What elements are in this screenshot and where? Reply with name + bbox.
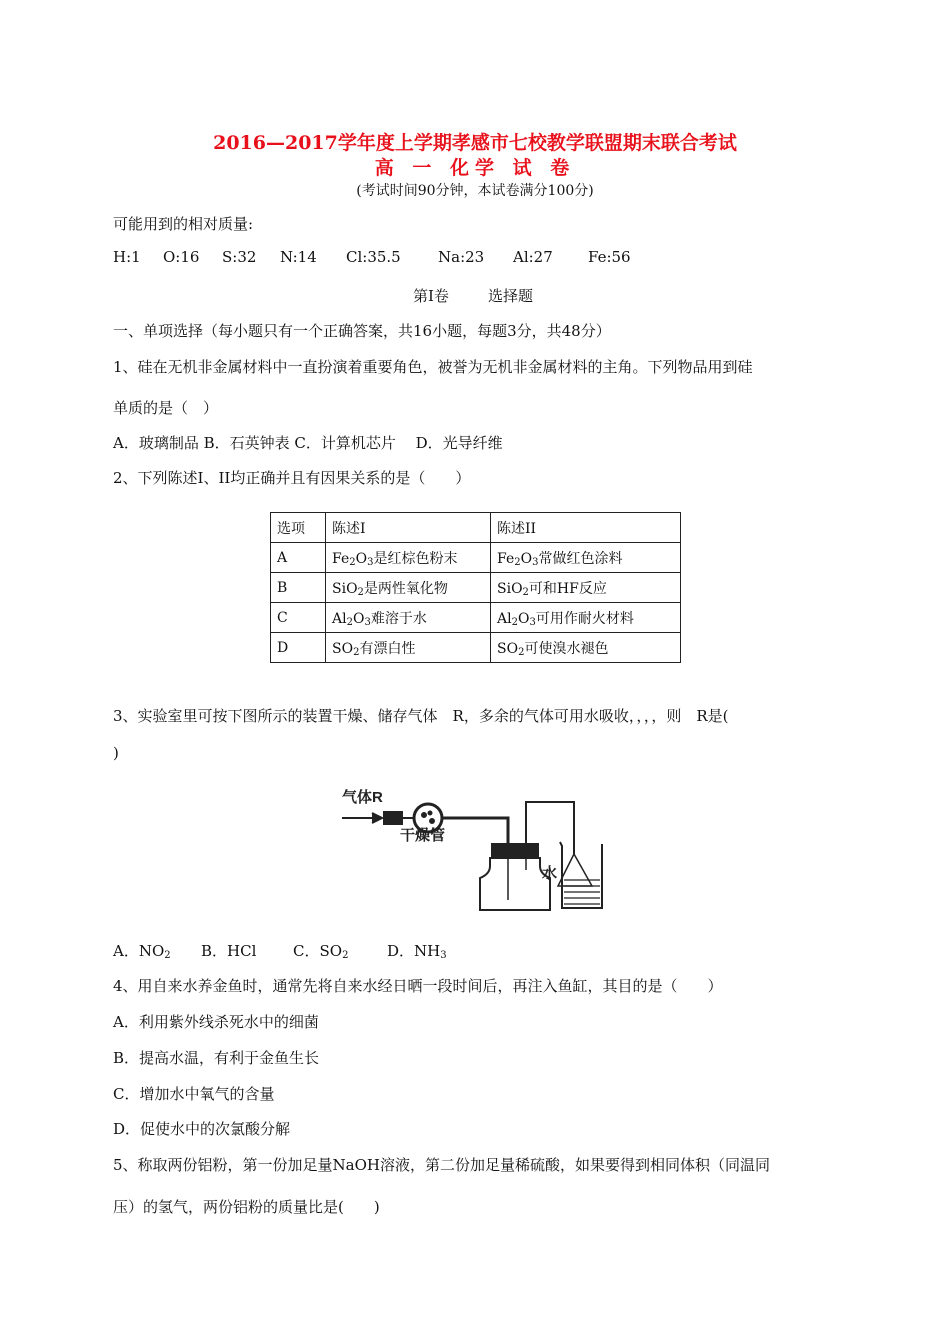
- table-cell: $Al_2O_3$难溶于水: [326, 603, 491, 633]
- masses-list: [113, 248, 631, 266]
- table-cell: D: [271, 633, 326, 663]
- table-row: [271, 633, 681, 663]
- table-cell: $Fe_2O_3$常做红色涂料: [491, 543, 681, 573]
- q3-option-b: B．HCl: [201, 942, 257, 960]
- q5-stem-line2: 压）的氢气，两份铝粉的质量比是( ): [113, 1198, 380, 1216]
- part-title: 一、单项选择（每小题只有一个正确答案，共16小题，每题3分，共48分）: [113, 322, 611, 340]
- mass-item: Al:27: [513, 248, 553, 266]
- table-cell: $Al_2O_3$可用作耐火材料: [491, 603, 681, 633]
- q5-stem-line1: 5、称取两份铝粉，第一份加足量NaOH溶液，第二份加足量稀硫酸，如果要得到相同体积（同温同: [113, 1156, 770, 1174]
- table-cell: A: [271, 543, 326, 573]
- q1-stem-line1: 1、硅在无机非金属材料中一直扮演着重要角色，被誉为无机非金属材料的主角。下列物品用到硅: [113, 358, 753, 376]
- q4-option: C．增加水中氧气的含量: [113, 1085, 275, 1103]
- tube-stopper: [384, 812, 402, 824]
- arrow-head: [372, 813, 382, 823]
- table-cell: C: [271, 603, 326, 633]
- q1-options: A．玻璃制品 B．石英钟表 C．计算机芯片 D．光导纤维: [113, 434, 503, 452]
- q3-stem-line2: ): [113, 744, 119, 762]
- table-row: [271, 603, 681, 633]
- q1-stem-line2: 单质的是（ ）: [113, 399, 219, 417]
- q3-option-a: A．$NO_2$: [113, 942, 171, 961]
- q2-table: [270, 512, 681, 663]
- q4-option: A．利用紫外线杀死水中的细菌: [113, 1013, 319, 1031]
- q3-option-d: D．$NH_3$: [387, 942, 447, 961]
- table-row: [271, 573, 681, 603]
- mass-item: O:16: [163, 248, 200, 266]
- exam-subtitle: 高 一 化学 试 卷: [374, 157, 576, 179]
- table-header: 陈述II: [491, 513, 681, 543]
- storage-bottle: [480, 858, 550, 910]
- mass-item: H:1: [113, 248, 141, 266]
- table-cell: $SO_2$有漂白性: [326, 633, 491, 663]
- section-name: 选择题: [488, 287, 534, 305]
- table-header: 陈述Ⅰ: [326, 513, 491, 543]
- mass-item: S:32: [222, 248, 257, 266]
- apparatus-figure: [340, 782, 610, 912]
- table-cell: SiO$_2$可和HF反应: [491, 573, 681, 603]
- table-cell: $Fe_2O_3$是红棕色粉末: [326, 543, 491, 573]
- mass-item: Na:23: [438, 248, 485, 266]
- table-cell: $SO_2$可使溴水褪色: [491, 633, 681, 663]
- water-label: 水: [542, 865, 558, 882]
- q4-stem: 4、用自来水养金鱼时，通常先将自来水经日晒一段时间后，再注入鱼缸，其目的是（ ）: [113, 977, 723, 995]
- volume-label: 第Ⅰ卷: [413, 287, 449, 305]
- gas-label: 气体R: [342, 789, 383, 806]
- table-header: 选项: [271, 513, 326, 543]
- table-header-row: [271, 513, 681, 543]
- table-cell: B: [271, 573, 326, 603]
- bottle-stopper: [492, 844, 538, 858]
- q3-options: [113, 940, 447, 961]
- q3-stem-line1: 3、实验室里可按下图所示的装置干燥、储存气体 R，多余的气体可用水吸收，，，，则 R是(: [113, 707, 729, 725]
- q2-stem: 2、下列陈述Ⅰ、II均正确并且有因果关系的是（ ）: [113, 469, 471, 487]
- table-row: [271, 543, 681, 573]
- masses-label: 可能用到的相对质量:: [113, 215, 254, 233]
- q4-option: B．提高水温，有利于金鱼生长: [113, 1049, 320, 1067]
- table-cell: SiO$_2$是两性氧化物: [326, 573, 491, 603]
- mass-item: Fe:56: [588, 248, 631, 266]
- exam-title: 2016—2017学年度上学期孝感市七校教学联盟期末联合考试: [213, 132, 737, 154]
- exam-note: (考试时间90分钟，本试卷满分100分): [356, 183, 594, 199]
- water-level: [564, 880, 600, 904]
- q4-option: D．促使水中的次氯酸分解: [113, 1120, 291, 1138]
- mass-item: N:14: [280, 248, 317, 266]
- inverted-funnel: [558, 854, 592, 886]
- tube-label: 干燥管: [400, 827, 446, 844]
- q3-option-c: C．$SO_2$: [293, 942, 349, 961]
- mass-item: Cl:35.5: [346, 248, 401, 266]
